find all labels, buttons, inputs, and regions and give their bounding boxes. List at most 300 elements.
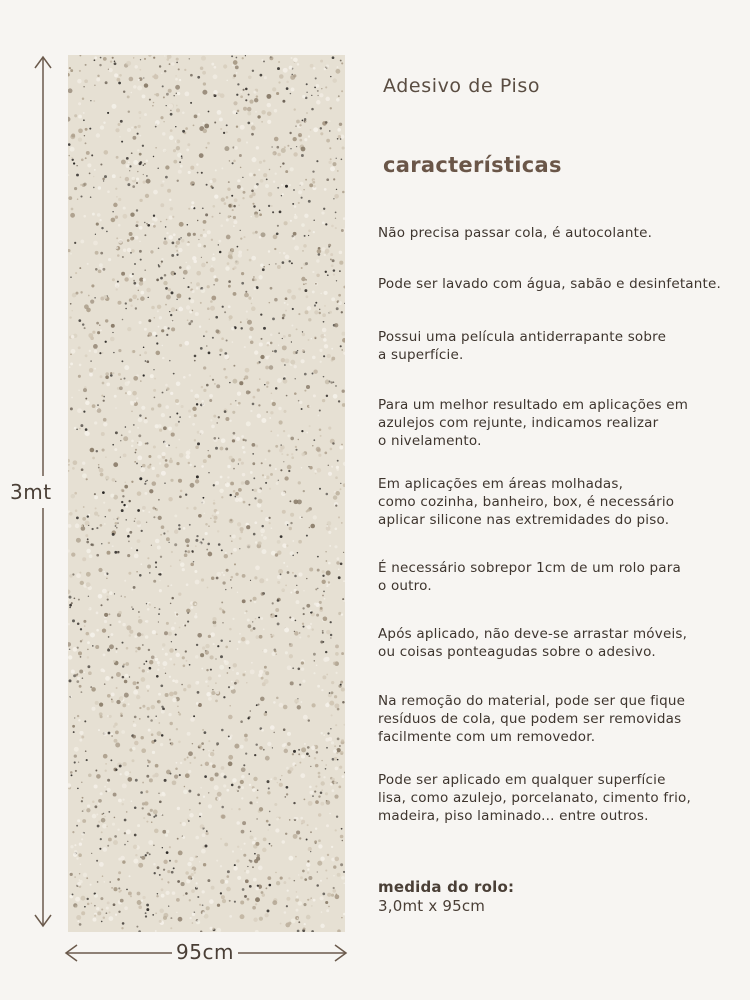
terrazzo-speck (286, 793, 288, 795)
terrazzo-speck (332, 78, 336, 82)
terrazzo-speck (331, 297, 335, 301)
terrazzo-speck (233, 548, 237, 552)
terrazzo-speck (226, 875, 229, 878)
terrazzo-speck (124, 906, 128, 910)
terrazzo-speck (212, 515, 214, 517)
terrazzo-speck (293, 834, 298, 839)
terrazzo-speck (178, 711, 180, 713)
terrazzo-speck (132, 391, 137, 396)
terrazzo-speck (133, 282, 136, 285)
terrazzo-speck (151, 656, 155, 660)
terrazzo-speck (118, 620, 121, 623)
terrazzo-speck (275, 872, 276, 873)
terrazzo-speck (170, 479, 173, 482)
terrazzo-speck (342, 701, 345, 704)
terrazzo-speck (176, 412, 178, 414)
terrazzo-speck (126, 647, 129, 650)
terrazzo-speck (229, 382, 230, 383)
terrazzo-speck (97, 331, 100, 334)
terrazzo-speck (229, 900, 231, 902)
terrazzo-speck (194, 360, 196, 362)
terrazzo-speck (163, 860, 167, 864)
terrazzo-speck (186, 451, 191, 456)
terrazzo-speck (212, 205, 215, 208)
terrazzo-speck (343, 724, 345, 726)
terrazzo-speck (304, 373, 307, 376)
terrazzo-speck (197, 633, 202, 638)
terrazzo-speck (117, 78, 121, 82)
terrazzo-speck (164, 274, 167, 277)
terrazzo-speck (104, 786, 106, 788)
terrazzo-speck (68, 524, 71, 528)
terrazzo-speck (129, 771, 131, 773)
terrazzo-speck (261, 338, 263, 340)
terrazzo-speck (131, 481, 133, 483)
terrazzo-speck (171, 254, 174, 257)
terrazzo-speck (155, 539, 160, 544)
terrazzo-speck (190, 181, 195, 186)
terrazzo-speck (296, 830, 300, 834)
terrazzo-speck (285, 297, 288, 300)
terrazzo-speck (341, 876, 345, 880)
terrazzo-speck (117, 254, 120, 257)
terrazzo-speck (137, 171, 138, 172)
terrazzo-speck (307, 746, 310, 749)
terrazzo-speck (200, 67, 204, 71)
terrazzo-speck (283, 881, 286, 884)
terrazzo-speck (123, 249, 126, 252)
terrazzo-speck (256, 146, 259, 149)
terrazzo-speck (314, 840, 317, 843)
terrazzo-speck (281, 453, 283, 455)
terrazzo-speck (340, 483, 341, 484)
terrazzo-speck (231, 540, 233, 542)
terrazzo-speck (218, 674, 221, 677)
terrazzo-speck (273, 181, 275, 183)
terrazzo-speck (70, 277, 71, 278)
terrazzo-speck (223, 784, 226, 787)
terrazzo-speck (327, 354, 331, 358)
terrazzo-speck (120, 714, 123, 717)
terrazzo-speck (236, 789, 238, 791)
terrazzo-speck (236, 437, 240, 441)
terrazzo-speck (215, 316, 218, 319)
terrazzo-speck (144, 351, 147, 354)
terrazzo-speck (282, 193, 284, 195)
terrazzo-speck (245, 291, 247, 293)
terrazzo-speck (153, 445, 156, 448)
terrazzo-speck (207, 230, 211, 234)
terrazzo-speck (169, 846, 171, 848)
terrazzo-speck (215, 700, 218, 703)
terrazzo-speck (235, 492, 239, 496)
terrazzo-speck (247, 249, 249, 251)
terrazzo-speck (237, 592, 238, 593)
terrazzo-speck (247, 898, 250, 901)
terrazzo-speck (183, 895, 185, 897)
terrazzo-speck (159, 874, 161, 876)
terrazzo-speck (104, 816, 105, 817)
terrazzo-speck (122, 623, 125, 626)
terrazzo-speck (274, 650, 276, 652)
terrazzo-speck (303, 490, 305, 492)
terrazzo-speck (341, 90, 343, 92)
terrazzo-speck (302, 870, 305, 873)
terrazzo-speck (169, 199, 171, 201)
terrazzo-speck (130, 252, 131, 253)
terrazzo-speck (194, 872, 196, 874)
terrazzo-speck (83, 809, 85, 811)
terrazzo-speck (130, 401, 134, 405)
terrazzo-speck (188, 171, 191, 174)
terrazzo-speck (107, 694, 111, 698)
terrazzo-speck (135, 854, 137, 856)
terrazzo-speck (70, 213, 75, 218)
terrazzo-speck (187, 819, 189, 821)
terrazzo-speck (278, 61, 280, 63)
terrazzo-speck (294, 108, 296, 110)
terrazzo-speck (225, 646, 228, 649)
terrazzo-speck (163, 240, 168, 245)
terrazzo-speck (207, 285, 210, 288)
terrazzo-speck (77, 623, 80, 626)
terrazzo-speck (326, 877, 328, 879)
terrazzo-speck (244, 843, 246, 845)
terrazzo-speck (68, 143, 71, 146)
terrazzo-speck (89, 373, 93, 377)
terrazzo-speck (338, 95, 340, 97)
terrazzo-speck (121, 360, 123, 362)
terrazzo-speck (118, 82, 121, 85)
terrazzo-speck (283, 379, 288, 384)
terrazzo-speck (286, 897, 290, 901)
terrazzo-speck (98, 467, 100, 469)
terrazzo-speck (226, 339, 228, 341)
terrazzo-speck (204, 513, 205, 514)
terrazzo-speck (113, 725, 116, 728)
terrazzo-speck (301, 430, 303, 432)
terrazzo-speck (70, 771, 73, 774)
terrazzo-speck (75, 897, 80, 902)
feature-item: É necessário sobrepor 1cm de um rolo para o outro. (378, 560, 681, 594)
terrazzo-speck (264, 384, 265, 385)
terrazzo-speck (274, 298, 278, 302)
terrazzo-speck (286, 905, 288, 907)
terrazzo-speck (254, 853, 256, 855)
terrazzo-speck (161, 734, 164, 737)
terrazzo-speck (142, 94, 146, 98)
terrazzo-speck (296, 891, 298, 893)
terrazzo-speck (254, 278, 257, 281)
terrazzo-speck (158, 613, 160, 615)
terrazzo-speck (103, 571, 105, 573)
terrazzo-speck (210, 777, 214, 781)
terrazzo-speck (183, 624, 185, 626)
terrazzo-speck (192, 256, 196, 260)
terrazzo-speck (103, 916, 105, 918)
terrazzo-speck (232, 341, 233, 342)
terrazzo-speck (87, 665, 90, 668)
terrazzo-speck (225, 376, 228, 379)
terrazzo-speck (216, 422, 217, 423)
terrazzo-speck (284, 628, 289, 633)
terrazzo-speck (243, 451, 246, 454)
terrazzo-speck (290, 360, 295, 365)
terrazzo-speck (192, 423, 195, 426)
terrazzo-speck (159, 920, 162, 923)
terrazzo-speck (244, 870, 246, 872)
terrazzo-speck (143, 817, 145, 819)
terrazzo-speck (290, 167, 294, 171)
terrazzo-speck (319, 488, 321, 490)
terrazzo-speck (219, 213, 220, 214)
terrazzo-speck (104, 295, 108, 299)
terrazzo-speck (232, 618, 234, 620)
terrazzo-speck (256, 704, 258, 706)
terrazzo-speck (157, 700, 161, 704)
terrazzo-speck (230, 216, 231, 217)
terrazzo-speck (72, 159, 74, 161)
terrazzo-speck (163, 532, 165, 534)
terrazzo-speck (105, 676, 110, 681)
terrazzo-speck (155, 126, 157, 128)
terrazzo-speck (290, 93, 291, 94)
terrazzo-speck (133, 160, 138, 165)
terrazzo-pattern (68, 55, 345, 932)
terrazzo-speck (146, 360, 149, 363)
terrazzo-speck (307, 509, 310, 512)
height-dimension-label: 3mt (10, 476, 52, 508)
terrazzo-speck (233, 663, 237, 667)
terrazzo-speck (130, 213, 134, 217)
terrazzo-speck (337, 738, 340, 741)
terrazzo-speck (330, 258, 332, 260)
terrazzo-speck (171, 871, 174, 874)
terrazzo-speck (100, 838, 102, 840)
terrazzo-speck (150, 719, 153, 722)
terrazzo-speck (185, 892, 188, 895)
terrazzo-speck (277, 187, 279, 189)
terrazzo-speck (180, 490, 183, 493)
terrazzo-speck (232, 379, 237, 384)
terrazzo-speck (302, 680, 305, 683)
terrazzo-speck (258, 275, 262, 279)
terrazzo-speck (246, 311, 248, 313)
terrazzo-speck (200, 234, 203, 237)
terrazzo-speck (284, 146, 286, 148)
terrazzo-speck (185, 871, 189, 875)
terrazzo-speck (141, 856, 145, 860)
terrazzo-speck (157, 455, 161, 459)
terrazzo-speck (210, 655, 214, 659)
terrazzo-speck (165, 287, 168, 290)
terrazzo-speck (176, 653, 180, 657)
terrazzo-speck (143, 174, 144, 175)
terrazzo-speck (296, 146, 297, 147)
terrazzo-speck (247, 320, 252, 325)
terrazzo-speck (302, 250, 304, 252)
terrazzo-speck (145, 912, 147, 914)
terrazzo-speck (153, 580, 156, 583)
terrazzo-speck (108, 509, 111, 512)
terrazzo-speck (341, 739, 344, 742)
terrazzo-speck (202, 538, 204, 540)
terrazzo-speck (134, 126, 137, 129)
terrazzo-speck (111, 887, 113, 889)
terrazzo-speck (80, 195, 82, 197)
terrazzo-speck (89, 173, 91, 175)
terrazzo-speck (339, 123, 342, 126)
terrazzo-speck (253, 157, 255, 159)
terrazzo-speck (225, 266, 229, 270)
terrazzo-speck (71, 397, 73, 399)
terrazzo-speck (81, 736, 84, 739)
terrazzo-speck (307, 860, 309, 862)
terrazzo-speck (255, 445, 258, 448)
terrazzo-speck (97, 881, 99, 883)
terrazzo-speck (102, 491, 105, 494)
terrazzo-speck (220, 128, 222, 130)
terrazzo-speck (162, 132, 165, 135)
terrazzo-speck (272, 900, 277, 905)
terrazzo-speck (170, 314, 172, 316)
terrazzo-speck (317, 414, 319, 416)
terrazzo-speck (87, 641, 90, 644)
terrazzo-speck (95, 645, 99, 649)
terrazzo-speck (238, 463, 239, 464)
terrazzo-speck (101, 227, 103, 229)
terrazzo-speck (339, 745, 341, 747)
terrazzo-speck (144, 802, 147, 805)
terrazzo-speck (188, 462, 190, 464)
terrazzo-speck (157, 305, 161, 309)
terrazzo-speck (228, 735, 230, 737)
terrazzo-speck (97, 404, 99, 406)
terrazzo-speck (332, 56, 335, 59)
terrazzo-speck (190, 74, 193, 77)
terrazzo-speck (91, 903, 93, 905)
terrazzo-speck (198, 239, 199, 240)
terrazzo-speck (318, 772, 321, 775)
terrazzo-speck (332, 889, 336, 893)
terrazzo-speck (82, 810, 84, 812)
terrazzo-speck (280, 923, 282, 925)
terrazzo-speck (142, 896, 145, 899)
terrazzo-speck (72, 647, 77, 652)
terrazzo-speck (102, 178, 105, 181)
terrazzo-speck (164, 779, 167, 782)
terrazzo-speck (154, 829, 159, 834)
terrazzo-speck (331, 357, 335, 361)
terrazzo-speck (180, 165, 183, 168)
terrazzo-speck (304, 289, 307, 292)
terrazzo-speck (145, 635, 149, 639)
terrazzo-speck (148, 319, 151, 322)
terrazzo-speck (184, 69, 186, 71)
terrazzo-speck (194, 466, 195, 467)
terrazzo-speck (273, 732, 275, 734)
terrazzo-speck (204, 124, 209, 129)
terrazzo-speck (123, 436, 128, 441)
terrazzo-speck (236, 859, 239, 862)
terrazzo-speck (105, 341, 107, 343)
terrazzo-speck (174, 774, 178, 778)
terrazzo-speck (265, 671, 269, 675)
terrazzo-speck (90, 300, 94, 304)
terrazzo-speck (309, 527, 311, 529)
terrazzo-speck (91, 528, 93, 530)
terrazzo-speck (330, 448, 333, 451)
terrazzo-speck (85, 142, 87, 144)
terrazzo-speck (254, 837, 257, 840)
terrazzo-speck (171, 641, 172, 642)
terrazzo-speck (74, 844, 76, 846)
terrazzo-speck (136, 686, 139, 689)
terrazzo-speck (253, 597, 257, 601)
terrazzo-speck (78, 115, 82, 119)
terrazzo-speck (235, 498, 239, 502)
terrazzo-speck (206, 906, 210, 910)
terrazzo-speck (93, 344, 98, 349)
terrazzo-speck (155, 718, 157, 720)
terrazzo-speck (252, 788, 256, 792)
terrazzo-speck (237, 185, 241, 189)
terrazzo-speck (162, 648, 164, 650)
terrazzo-speck (179, 266, 182, 269)
terrazzo-speck (319, 409, 321, 411)
terrazzo-speck (213, 275, 216, 278)
terrazzo-speck (265, 356, 269, 360)
terrazzo-speck (160, 556, 162, 558)
terrazzo-speck (257, 489, 261, 493)
terrazzo-speck (258, 673, 262, 677)
terrazzo-speck (98, 269, 102, 273)
terrazzo-speck (151, 407, 154, 410)
terrazzo-speck (331, 858, 335, 862)
terrazzo-speck (259, 917, 263, 921)
terrazzo-speck (341, 349, 342, 350)
terrazzo-speck (292, 203, 294, 205)
terrazzo-speck (260, 355, 264, 359)
terrazzo-speck (183, 278, 184, 279)
terrazzo-speck (69, 679, 72, 682)
terrazzo-speck (120, 176, 122, 178)
terrazzo-speck (126, 625, 131, 630)
terrazzo-speck (94, 297, 96, 299)
terrazzo-speck (78, 651, 82, 655)
terrazzo-speck (215, 169, 217, 171)
terrazzo-speck (144, 222, 145, 223)
terrazzo-speck (122, 783, 127, 788)
terrazzo-speck (93, 100, 95, 102)
terrazzo-speck (133, 85, 137, 89)
terrazzo-speck (138, 905, 142, 909)
terrazzo-speck (195, 446, 199, 450)
terrazzo-speck (94, 59, 96, 61)
terrazzo-speck (178, 593, 181, 596)
terrazzo-speck (333, 495, 337, 499)
terrazzo-speck (237, 246, 239, 248)
terrazzo-speck (257, 362, 260, 365)
terrazzo-speck (190, 717, 195, 722)
terrazzo-speck (225, 552, 227, 554)
terrazzo-speck (121, 730, 125, 734)
terrazzo-speck (275, 173, 277, 175)
terrazzo-speck (139, 199, 142, 202)
terrazzo-speck (73, 853, 77, 857)
terrazzo-speck (238, 488, 242, 492)
terrazzo-speck (238, 808, 240, 810)
